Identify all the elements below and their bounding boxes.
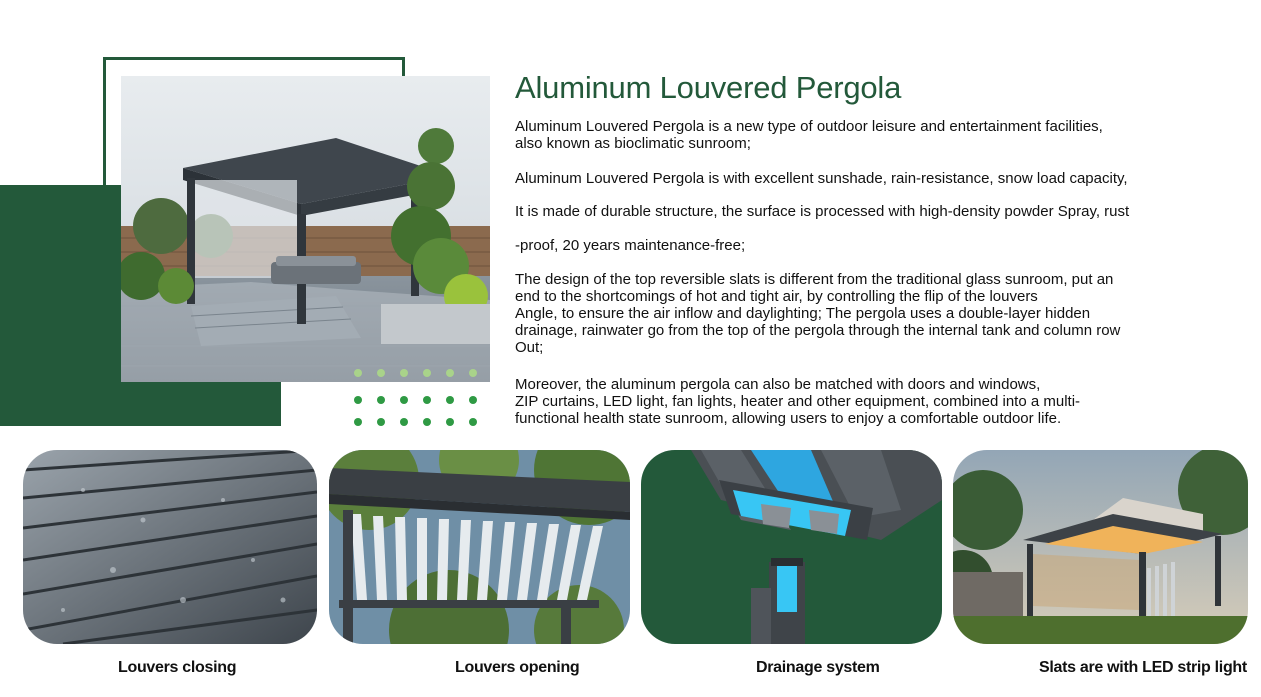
dot	[446, 418, 454, 426]
louvers-closing-image	[23, 450, 317, 644]
dot	[469, 369, 477, 377]
caption-louvers-opening: Louvers opening	[455, 659, 580, 676]
louvers-opening-image	[329, 450, 630, 644]
dot	[446, 396, 454, 404]
dot	[354, 396, 362, 404]
caption-drainage-system: Drainage system	[756, 659, 880, 676]
hero-pergola-image	[121, 76, 490, 382]
dot	[469, 418, 477, 426]
decorative-dots	[352, 369, 482, 429]
paragraph-intro: Aluminum Louvered Pergola is a new type of outdoor leisure and entertainment facilities, also known as bioclimatic sunroom;	[515, 118, 1103, 152]
dot	[400, 369, 408, 377]
paragraph-features: Aluminum Louvered Pergola is with excellent sunshade, rain-resistance, snow load capacity,	[515, 170, 1128, 187]
drainage-system-image	[641, 450, 942, 644]
dot	[469, 396, 477, 404]
dot	[354, 369, 362, 377]
caption-led-strip-light: Slats are with LED strip light	[1039, 659, 1247, 676]
led-strip-light-image	[953, 450, 1248, 644]
paragraph-maintenance: -proof, 20 years maintenance-free;	[515, 237, 746, 254]
dot	[423, 396, 431, 404]
caption-louvers-closing: Louvers closing	[118, 659, 237, 676]
paragraph-structure: It is made of durable structure, the surface is processed with high-density powder Spray, rust	[515, 203, 1130, 220]
page-title: Aluminum Louvered Pergola	[515, 70, 902, 105]
dot	[423, 369, 431, 377]
dot	[400, 396, 408, 404]
dot	[354, 418, 362, 426]
paragraph-design: The design of the top reversible slats is different from the traditional glass sunroom, put an end to the shortcomings of hot and tight air, by controlling the flip of the louvers Angle, to ensure the air inflow and daylighting; The pergola uses a double-layer hidden drainage, rainwater go from the top of the pergola through the internal tank and column row Out;	[515, 271, 1121, 356]
dot	[377, 369, 385, 377]
dot	[423, 418, 431, 426]
dot	[400, 418, 408, 426]
dot	[377, 418, 385, 426]
paragraph-accessories: Moreover, the aluminum pergola can also be matched with doors and windows, ZIP curtains, LED light, fan lights, heater and other equipment, combined into a multi- functional health state sunroom, allowing users to enjoy a comfortable outdoor life.	[515, 376, 1081, 427]
dot	[377, 396, 385, 404]
dot	[446, 369, 454, 377]
